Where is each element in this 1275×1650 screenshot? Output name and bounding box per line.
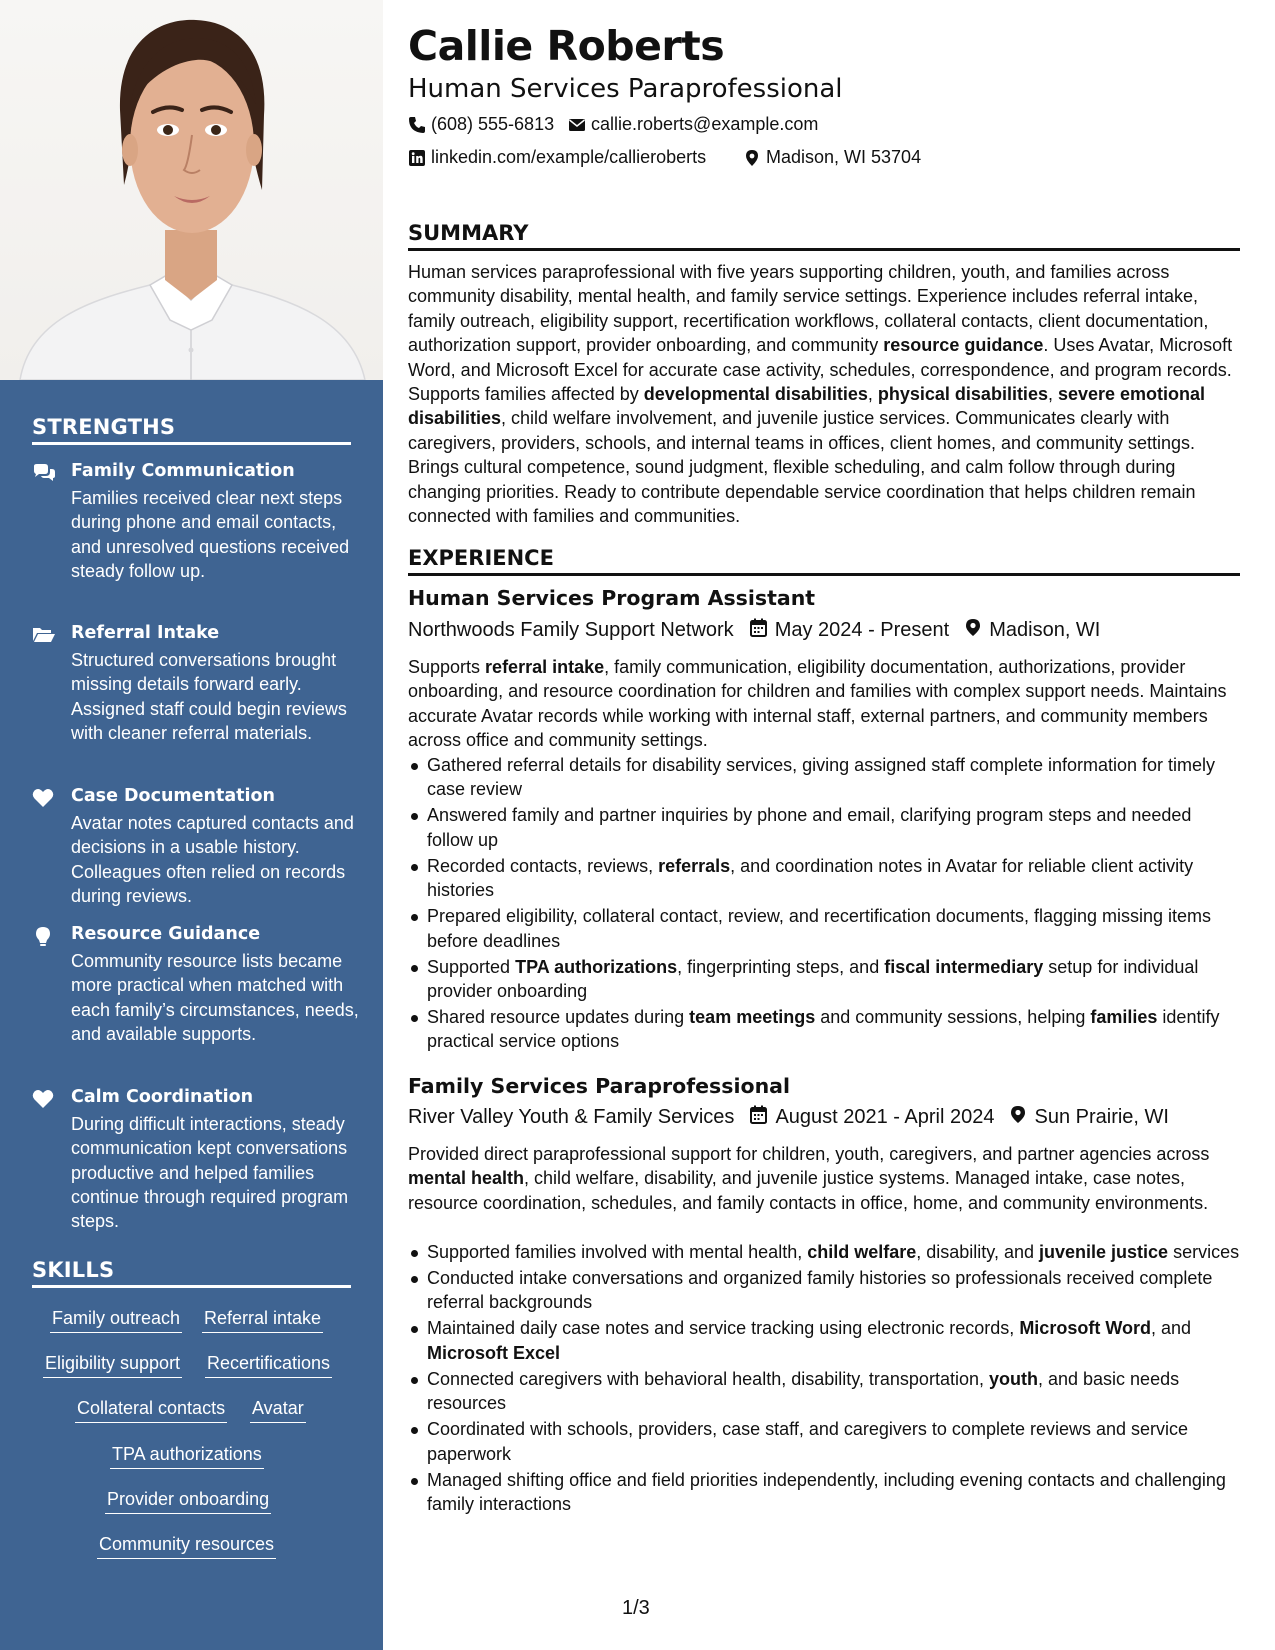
heart-icon [32,788,56,810]
skill-tag: Avatar [250,1398,306,1423]
map-pin-icon [965,618,981,643]
map-pin-icon [1010,1105,1026,1130]
profile-photo [0,0,383,380]
bullet-text: Supported [427,956,516,977]
strength-text: Community resource lists became more practical when matched with each family’s circumstances, needs, and available supports. [71,951,359,1044]
job-dates: May 2024 - Present [774,619,950,641]
summary-heading: SUMMARY [408,221,1240,251]
bullet-item [408,753,1240,802]
strength-item [32,1087,362,1237]
job-summary-part: , child welfare, disability, and juvenile justice systems. Managed intake, case notes, resource coordination, schedules, and family contacts in office, home, and community environments. [408,1168,1209,1213]
bullet-bold: fiscal intermediary [884,956,1044,977]
bullet-item [408,1266,1240,1315]
strength-title: Calm Coordination [71,1087,254,1107]
skill-tag: Family outreach [50,1308,182,1333]
skill-tag: Collateral contacts [75,1398,227,1423]
bullet-item [408,1005,1240,1054]
strength-text: Avatar notes captured contacts and decisions in a usable history. Colleagues often relied on records during reviews. [71,813,354,906]
portrait-illustration [0,0,383,380]
company-name: River Valley Youth & Family Services [408,1106,735,1128]
bullet-bold: youth [988,1368,1038,1389]
job-summary-part: Provided direct paraprofessional support for children, youth, caregivers, and partner agencies across [408,1144,1210,1164]
heart-icon [32,1089,56,1111]
bullet-text: identify practical service options [427,1007,1220,1052]
summary-part: . Uses Avatar, Microsoft Word, and Microsoft Excel for accurate case activity, schedules, correspondence, and program records. Supports families affected by [408,335,1233,405]
strength-item [32,924,362,1074]
job-meta [408,1105,1169,1130]
summary-part: Human services paraprofessional with five years supporting children, youth, and families across community disability, mental health, and family service settings. Experience includes referral intake, family outreach, eligibility support, recertification workflows, collateral contacts, client documentation, authorization support, provider onboarding, and community [408,262,1209,356]
bullet-bold: team meetings [689,1007,816,1028]
skill-tag: Community resources [97,1534,276,1559]
job-title: Human Services Program Assistant [408,586,816,610]
summary-part: , child welfare involvement, and juvenile justice services. Communicates clearly with caregivers, providers, schools, and internal teams in offices, client homes, and community settings. Brings cultural competence, sound judgment, flexible scheduling, and calm follow through during changing priorities. Ready to contribute dependable service coordination that helps children remain connected with families and communities. [408,408,1196,527]
contact-linkedin[interactable] [408,147,706,168]
bullet-item [408,1367,1240,1416]
bullet-text: Managed shifting office and field priorities independently, including evening contacts and challenging family interactions [427,1469,1226,1515]
location-text: Madison, WI 53704 [766,147,922,167]
email-address: callie.roberts@example.com [591,114,819,134]
bullet-bold: juvenile justice [1039,1242,1169,1262]
job-summary [408,1142,1240,1215]
summary-part: , [1047,384,1058,405]
candidate-name: Callie Roberts [408,22,725,70]
folder-open-icon [32,625,56,647]
strength-text: Families received clear next steps during phone and email contacts, and unresolved questions received steady follow up. [71,488,350,581]
bullet-text: Coordinated with schools, providers, case staff, and caregivers to complete reviews and service paperwork [427,1419,1189,1464]
contact-location [743,147,921,168]
bullet-text: Prepared eligibility, collateral contact, review, and recertification documents, flagging missing items before deadlines [427,906,1212,951]
skills-heading: SKILLS [32,1258,351,1288]
job-summary-bold: referral intake [485,657,605,677]
bullet-text: Maintained daily case notes and service tracking using electronic records, [427,1318,1020,1339]
summary-bold: severe emotional disabilities [408,384,1206,429]
skill-tag: Provider onboarding [105,1489,271,1514]
bullet-item [408,1468,1240,1517]
strength-title: Referral Intake [71,623,220,643]
strength-title: Family Communication [71,461,295,481]
envelope-icon [568,116,586,134]
bullet-item [408,1240,1240,1264]
strength-text: Structured conversations brought missing details forward early. Assigned staff could begin reviews with cleaner referral materials. [71,650,347,743]
job-dates: August 2021 - April 2024 [775,1106,995,1128]
bullet-text: Answered family and partner inquiries by phone and email, clarifying program steps and needed follow up [427,805,1192,850]
bullet-bold: families [1090,1007,1158,1028]
bullet-bold: Microsoft Excel [427,1342,561,1363]
skill-tag: Eligibility support [43,1353,182,1378]
summary-bold: developmental disabilities [643,384,868,405]
bullet-text: Connected caregivers with behavioral health, disability, transportation, [427,1368,989,1389]
linkedin-icon [408,149,426,167]
bullet-item [408,955,1240,1004]
bullet-item [408,803,1240,852]
chat-bubbles-icon [32,463,56,485]
bullet-item [408,904,1240,953]
strength-text: During difficult interactions, steady communication kept conversations productive and helped families continue through required program steps. [71,1114,349,1232]
bullet-text: , and [1150,1318,1192,1339]
bullet-text: , disability, and [916,1242,1039,1262]
bullet-text: Shared resource updates during [427,1007,690,1028]
calendar-icon [750,1105,767,1130]
bullet-text: Gathered referral details for disability services, giving assigned staff complete information for timely case review [427,755,1216,800]
page-number: 1/3 [622,1597,650,1619]
bullet-bold: referrals [658,855,731,876]
contact-email[interactable] [568,114,818,135]
strength-title: Case Documentation [71,786,275,806]
bullet-text: Supported families involved with mental health, [427,1242,808,1262]
bullet-item [408,854,1240,903]
job-summary-part: , family communication, eligibility documentation, authorizations, provider onboarding, and resource coordination for children and families with complex support needs. Maintains accurate Avatar records while working with internal staff, external partners, and community members across office and community settings. [408,657,1227,751]
skill-tag: Referral intake [202,1308,323,1333]
contact-phone [408,114,554,135]
bullet-text: , fingerprinting steps, and [677,956,885,977]
summary-bold: physical disabilities [877,384,1048,405]
job-summary [408,655,1240,753]
phone-number: (608) 555-6813 [431,114,555,134]
sidebar [0,0,383,1650]
strength-item [32,461,362,611]
bullet-bold: child welfare [807,1242,917,1262]
job-bullets [408,1240,1240,1518]
bullet-text: setup for individual provider onboarding [427,956,1199,1002]
job-summary-bold: mental health [408,1168,525,1189]
company-name: Northwoods Family Support Network [408,619,734,641]
summary-bold: resource guidance [883,335,1044,356]
bullet-text: , and coordination notes in Avatar for reliable client activity histories [427,855,1194,901]
bullet-text: and community sessions, helping [815,1007,1091,1028]
bullet-text: services [1168,1242,1240,1262]
job-location: Madison, WI [989,619,1101,641]
job-bullets [408,753,1240,1055]
skill-tag: Recertifications [205,1353,332,1378]
strength-item [32,786,362,911]
summary-text [408,260,1240,528]
lightbulb-icon [32,926,56,948]
job-meta [408,618,1100,643]
skill-tag: TPA authorizations [110,1444,264,1469]
linkedin-url: linkedin.com/example/callieroberts [431,147,707,167]
phone-icon [408,116,426,134]
map-pin-icon [743,149,761,167]
bullet-text: Recorded contacts, reviews, [427,855,659,876]
job-location: Sun Prairie, WI [1034,1106,1169,1128]
summary-part: , [867,384,878,405]
strength-item [32,623,362,773]
candidate-title: Human Services Paraprofessional [408,74,843,104]
bullet-bold: TPA authorizations [515,956,678,977]
job-title: Family Services Paraprofessional [408,1074,791,1098]
job-summary-part: Supports [408,657,486,677]
strength-title: Resource Guidance [71,924,261,944]
bullet-text: Conducted intake conversations and organized family histories so professionals received complete referral backgrounds [427,1268,1213,1313]
strengths-heading: STRENGTHS [32,415,351,445]
experience-heading: EXPERIENCE [408,546,1240,576]
calendar-icon [750,618,767,643]
bullet-item [408,1417,1240,1466]
bullet-text: , and basic needs resources [427,1368,1180,1414]
bullet-item [408,1316,1240,1365]
bullet-bold: Microsoft Word [1019,1318,1151,1339]
